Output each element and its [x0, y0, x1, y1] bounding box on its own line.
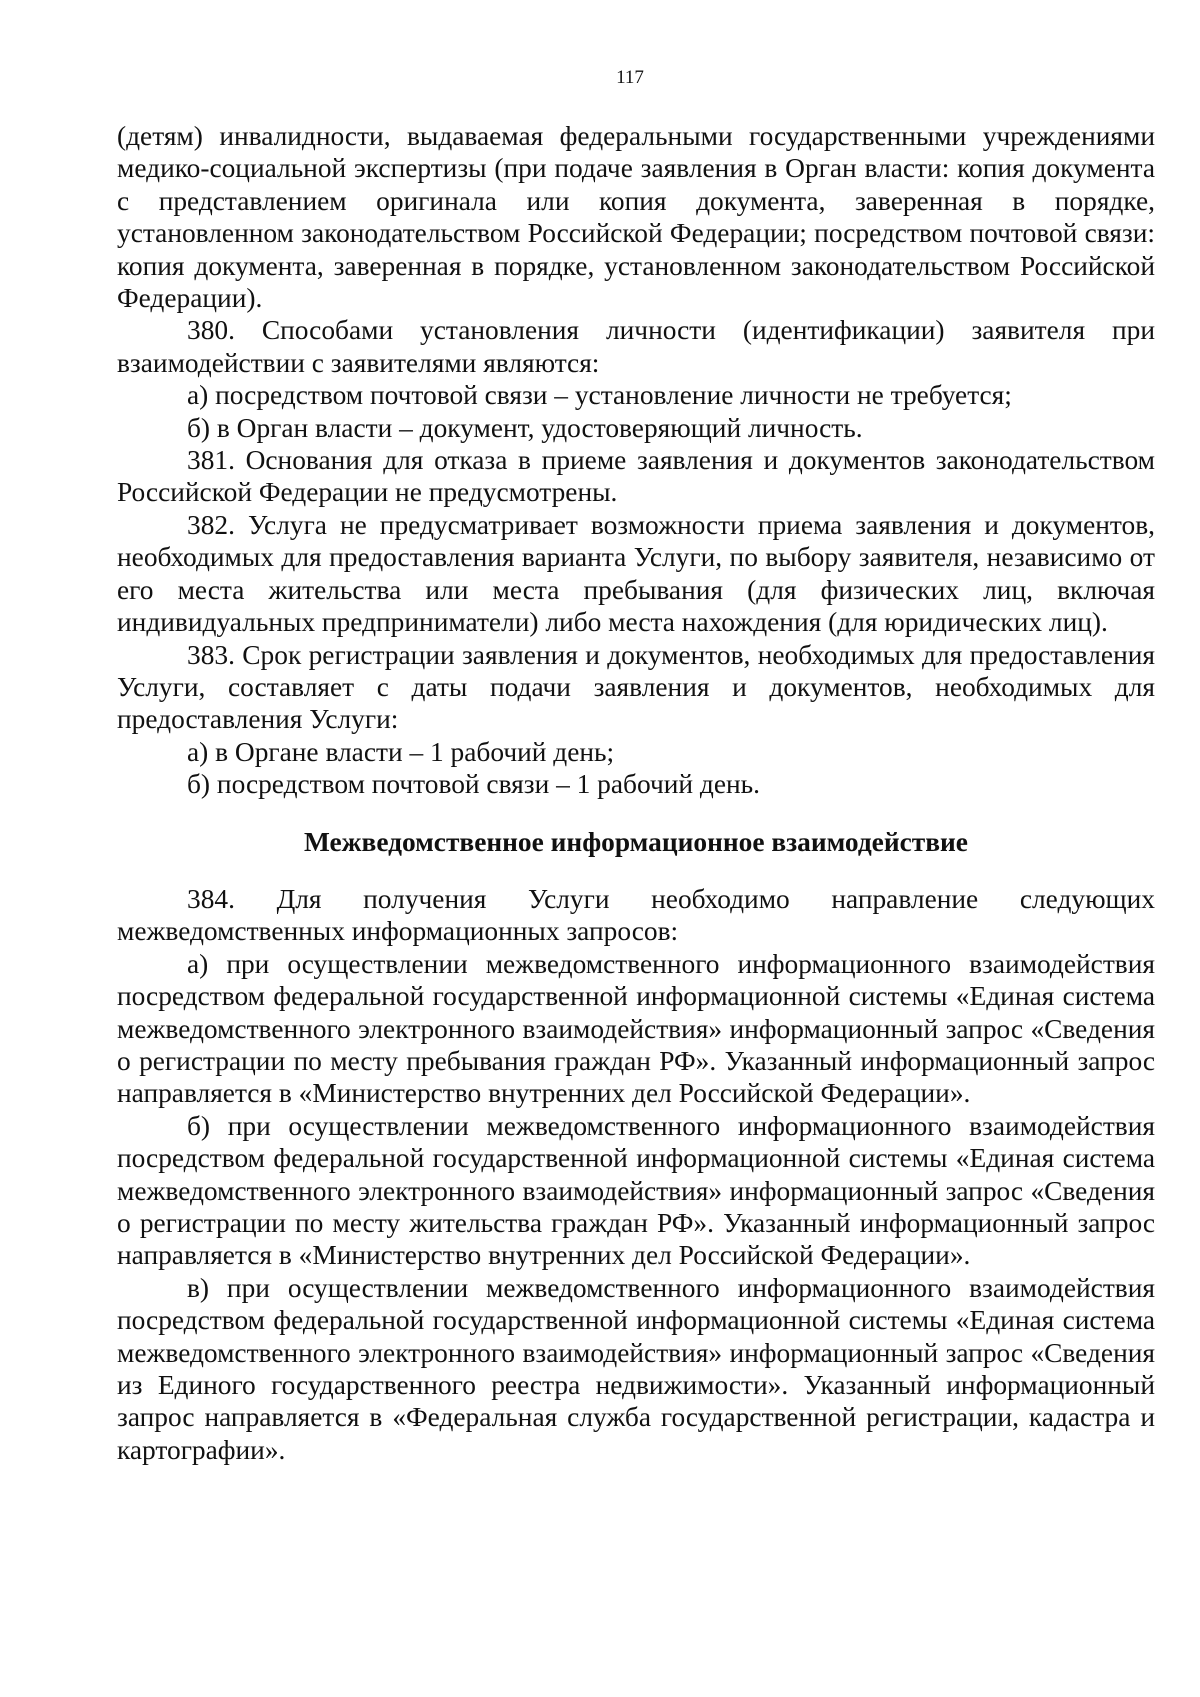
section-heading: Межведомственное информационное взаимодействие	[304, 826, 968, 857]
paragraph-383: 383. Срок регистрации заявления и документов, необходимых для предоставления Услуги, составляет с даты подачи заявления и документов, необходимых для предоставления Услуги:	[117, 639, 1155, 735]
page-number: 117	[616, 67, 644, 88]
paragraph-383-b: б) посредством почтовой связи – 1 рабочий день.	[187, 769, 760, 800]
paragraph-384-a: а) при осуществлении межведомственного информационного взаимодействия посредством федеральной государственной информационной системы «Единая система межведомственного электронного взаимодействия» информационный запрос «Сведения о регистрации по месту пребывания граждан РФ». Указанный информационный запрос направляется в «Министерство внутренних дел Российской Федерации».	[117, 948, 1155, 1109]
paragraph-384-v: в) при осуществлении межведомственного информационного взаимодействия посредством федеральной государственной информационной системы «Единая система межведомственного электронного взаимодействия» информационный запрос «Сведения из Единого государственного реестра недвижимости». Указанный информационный запрос направляется в «Федеральная служба государственной регистрации, кадастра и картографии».	[117, 1272, 1155, 1465]
paragraph-continuation: (детям) инвалидности, выдаваемая федеральными государственными учреждениями медико-социальной экспертизы (при подаче заявления в Орган власти: копия документа с представлением оригинала или копия документа, заверенная в порядке, установленном законодательством Российской Федерации; посредством почтовой связи: копия документа, заверенная в порядке, установленном законодательством Российской Федерации).	[117, 121, 1155, 314]
paragraph-384: 384. Для получения Услуги необходимо направление следующих межведомственных информационных запросов:	[117, 883, 1155, 947]
paragraph-381: 381. Основания для отказа в приеме заявления и документов законодательством Российской Федерации не предусмотрены.	[117, 445, 1155, 508]
paragraph-380-a: а) посредством почтовой связи – установление личности не требуется;	[187, 380, 1012, 411]
paragraph-380: 380. Способами установления личности (идентификации) заявителя при взаимодействии с заявителями являются:	[117, 315, 1155, 378]
paragraph-382: 382. Услуга не предусматривает возможности приема заявления и документов, необходимых для предоставления варианта Услуги, по выбору заявителя, независимо от его места жительства или места пребывания (для физических лиц, включая индивидуальных предприниматели) либо места нахождения (для юридических лиц).	[117, 509, 1155, 638]
paragraph-383-a: а) в Органе власти – 1 рабочий день;	[187, 736, 615, 767]
document-body	[117, 120, 1155, 1466]
paragraph-384-b: б) при осуществлении межведомственного информационного взаимодействия посредством федеральной государственной информационной системы «Единая система межведомственного электронного взаимодействия» информационный запрос «Сведения о регистрации по месту жительства граждан РФ». Указанный информационный запрос направляется в «Министерство внутренних дел Российской Федерации».	[117, 1110, 1155, 1271]
paragraph-380-b: б) в Орган власти – документ, удостоверяющий личность.	[187, 412, 863, 443]
